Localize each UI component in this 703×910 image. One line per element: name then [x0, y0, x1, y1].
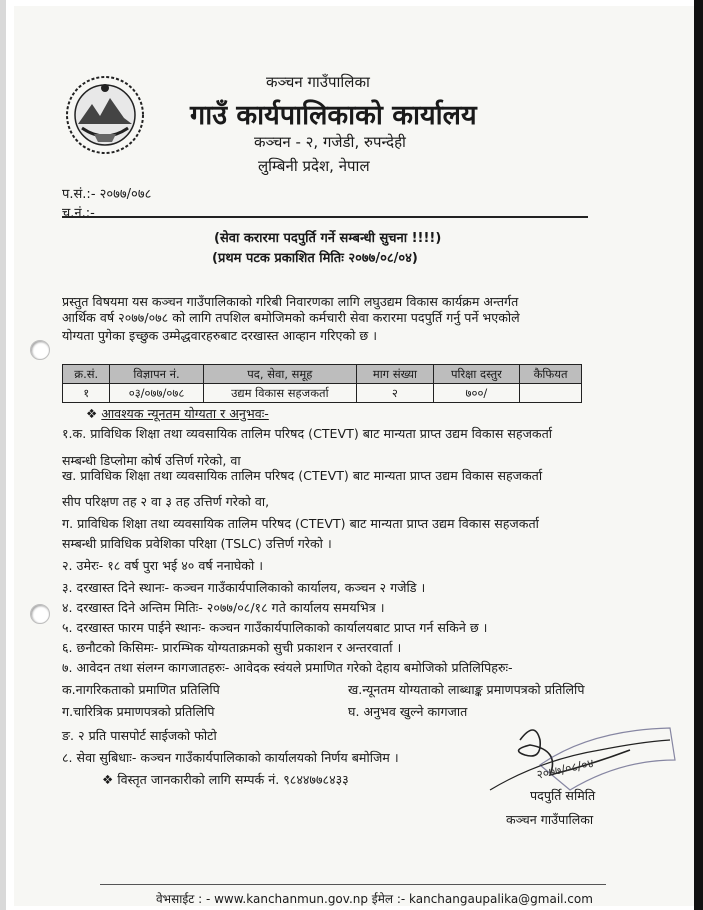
- table-header-row: [63, 365, 582, 384]
- municipality-name: कञ्चन गाउँपालिका: [266, 73, 370, 91]
- reference-number: प.सं.:- २०७७/०७८: [62, 187, 152, 202]
- doc-nga: ङ. २ प्रति पासपोर्ट साईजको फोटो: [62, 728, 217, 743]
- qualification-line-6: सम्बन्धी प्राविधिक प्रवेशिका परिक्षा (TSLC) उत्तिर्ण गरेको ।: [62, 536, 332, 551]
- qualification-line-2: सम्बन्धी डिप्लोमा कोर्ष उत्तिर्ण गरेको, वा: [62, 453, 241, 468]
- point-age: २. उमेरः- १८ वर्ष पुरा भई ४० वर्ष ननाघेको ।: [62, 558, 264, 573]
- qualification-heading-text: आवश्यक न्यूनतम योग्यता र अनुभवः-: [101, 406, 269, 421]
- doc-gha: घ. अनुभव खुल्ने कागजात: [348, 704, 468, 719]
- qualification-line-1: १.क. प्राविधिक शिक्षा तथा व्यवसायिक तालिम परिषद (CTEVT) बाट मान्यता प्राप्त उद्यम विकास सहजकर्ता: [62, 426, 553, 441]
- cell-serial: १: [63, 384, 110, 403]
- point-form: ५. दरखास्त फारम पाईने स्थानः- कञ्चन गाउँकार्यपालिकाको कार्यालयबाट प्राप्त गर्न सकिने छ ।: [62, 620, 488, 635]
- doc-kha: ख.न्यूनतम योग्यताको लाब्धाङ्क प्रमाणपत्रको प्रतिलिपि: [348, 682, 585, 697]
- scan-right-edge: [694, 0, 703, 910]
- col-serial: क्र.सं.: [63, 365, 110, 384]
- qualification-heading: [86, 408, 269, 421]
- col-ad-number: विज्ञापन नं.: [110, 365, 203, 384]
- office-address: कञ्चन - २, गजेडी, रुपन्देही: [254, 133, 406, 151]
- col-demand: माग संख्या: [357, 365, 434, 384]
- point-deadline: ४. दरखास्त दिने अन्तिम मितिः- २०७७/०८/१८ गते कार्यालय समयभित्र ।: [62, 600, 385, 615]
- cell-ad-number: ०३/०७७/०७८: [110, 384, 203, 403]
- cell-post: उद्यम विकास सहजकर्ता: [203, 384, 357, 403]
- diamond-bullet-icon: ❖: [86, 406, 98, 421]
- cell-demand: २: [357, 384, 434, 403]
- intro-line-1: प्रस्तुत विषयमा यस कञ्चन गाउँपालिकाको गरिबी निवारणका लागि लघुउद्यम विकास कार्यक्रम अन्तर्गत: [62, 294, 519, 309]
- punch-hole-top: [30, 340, 50, 360]
- office-title: गाउँ कार्यपालिकाको कार्यालय: [190, 100, 477, 131]
- footer-contact: वेभसाईट : - www.kanchanmun.gov.np ईमेल :- kanchangaupalika@gmail.com: [156, 892, 593, 906]
- publish-date: (प्रथम पटक प्रकाशित मितिः २०७७/०८/०४): [212, 251, 418, 266]
- intro-line-2: आर्थिक वर्ष २०७७/०७८ को लागि तपशिल बमोजिमको कर्मचारी सेवा करारमा पदपुर्ति गर्नु पर्ने भएकोले: [62, 310, 520, 325]
- point-selection: ६. छनौटको किसिमः- प्रारम्भिक योग्यताक्रमको सुची प्रकाशन र अन्तरवार्ता ।: [62, 640, 402, 655]
- table-row: [63, 384, 582, 403]
- point-place: ३. दरखास्त दिने स्थानः- कञ्चन गाउँकार्यपालिकाको कार्यालय, कञ्चन २ गजेडि ।: [62, 580, 426, 595]
- cell-fee: ७००/: [433, 384, 519, 403]
- qualification-line-4: सीप परिक्षण तह २ वा ३ तह उत्तिर्ण गरेको वा,: [62, 494, 270, 509]
- diamond-bullet-icon: ❖: [102, 772, 114, 787]
- col-post: पद, सेवा, समूह: [203, 365, 357, 384]
- col-remarks: कैफियत: [520, 365, 582, 384]
- scan-left-edge: [0, 0, 6, 910]
- col-fee: परिक्षा दस्तुर: [433, 365, 519, 384]
- point-documents: ७. आवेदन तथा संलग्न कागजातहरुः- आवेदक स्वंयले प्रमाणित गरेको देहाय बमोजिको प्रतिलिपिहरुः-: [62, 660, 513, 675]
- doc-ga: ग.चारित्रिक प्रमाणपत्रको प्रतिलिपि: [62, 704, 215, 719]
- vacancy-table: [62, 364, 582, 403]
- notice-title: (सेवा करारमा पदपुर्ति गर्ने सम्बन्धी सुचना !!!!): [214, 231, 442, 246]
- qualification-line-3: ख. प्राविधिक शिक्षा तथा व्यवसायिक तालिम परिषद (CTEVT) बाट मान्यता प्राप्त उद्यम विकास सहजकर्ता: [62, 468, 543, 483]
- contact-text: विस्तृत जानकारीको लागि सम्पर्क नं. ९८४४७७८४३३: [117, 772, 349, 787]
- doc-ka: क.नागरिकताको प्रमाणित प्रतिलिपि: [62, 682, 220, 697]
- punch-hole-bottom: [30, 604, 50, 624]
- contact-line: [102, 774, 349, 787]
- footer-divider: [100, 884, 606, 885]
- signatory-role: पदपुर्ति समिति: [530, 788, 596, 803]
- dispatch-number: च.नं.:-: [62, 206, 95, 221]
- office-province: लुम्बिनी प्रदेश, नेपाल: [258, 157, 370, 175]
- signature-date: २०७७/०८/०४: [535, 756, 595, 782]
- point-facility: ८. सेवा सुबिधाः- कञ्चन गाउँकार्यपालिकाको कार्यालयको निर्णय बमोजिम ।: [62, 750, 399, 765]
- cell-remarks: [520, 384, 582, 403]
- header-divider: [62, 216, 588, 218]
- intro-line-3: योग्यता पुगेका इच्छुक उम्मेद्धवारहरुबाट दरखास्त आव्हान गरिएको छ ।: [62, 328, 377, 343]
- qualification-line-5: ग. प्राविधिक शिक्षा तथा व्यवसायिक तालिम परिषद (CTEVT) बाट मान्यता प्राप्त उद्यम विकास सहजकर्ता: [62, 516, 539, 531]
- signatory-org: कञ्चन गाउँपालिका: [506, 812, 594, 827]
- nepal-emblem-icon: [64, 74, 146, 156]
